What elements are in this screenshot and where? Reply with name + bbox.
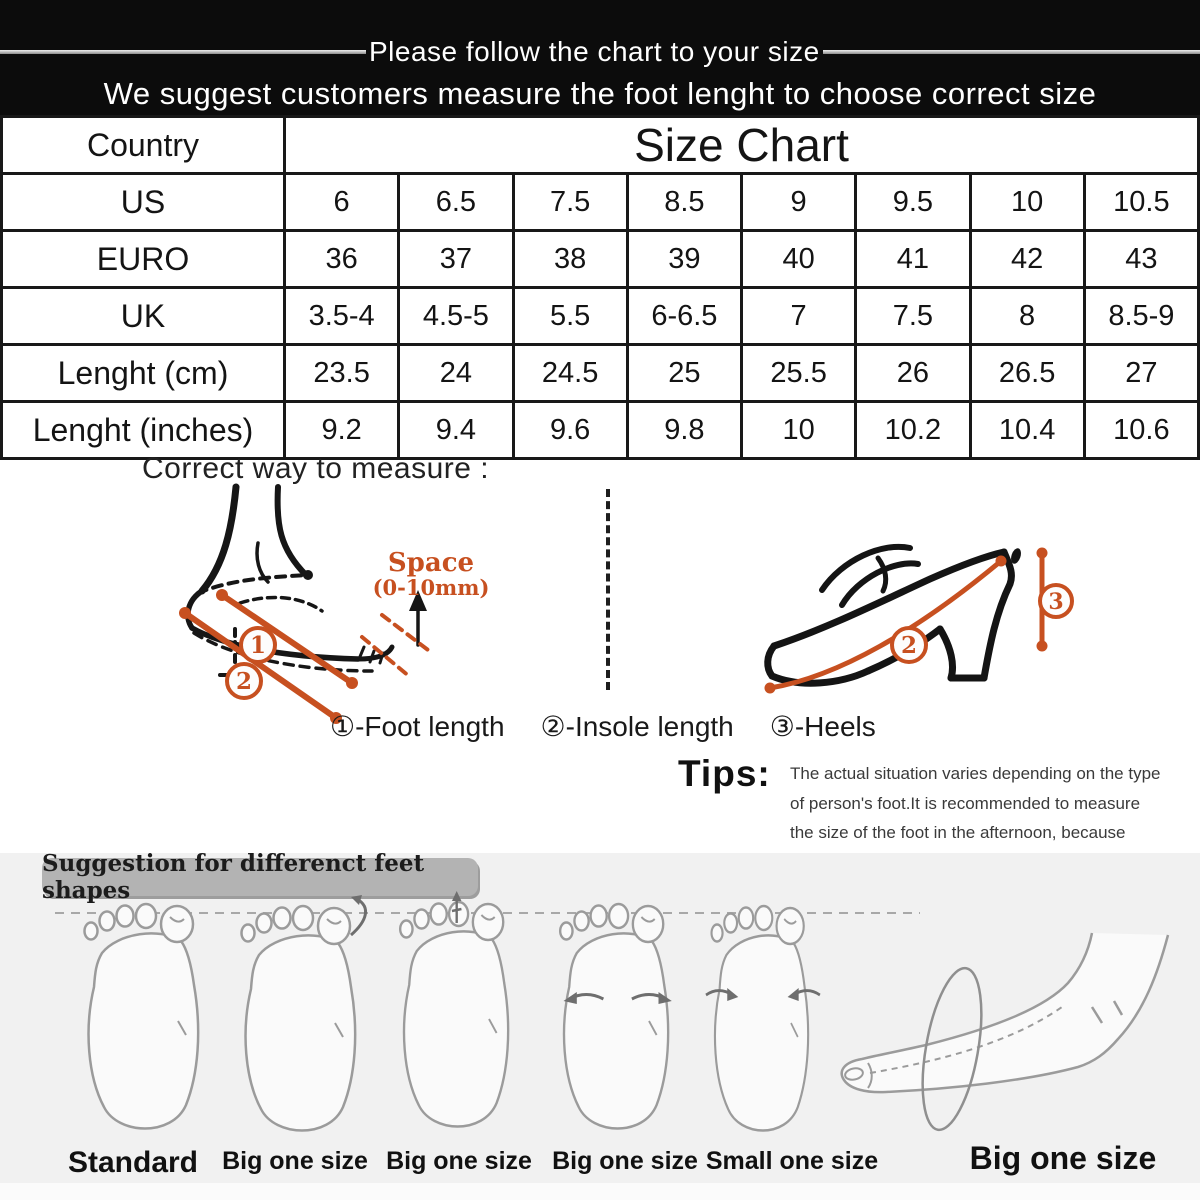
foot-shape-label: Big one size bbox=[969, 1140, 1157, 1176]
foot-shape-label: Big one size bbox=[222, 1147, 368, 1175]
size-cell: 4.5-5 bbox=[399, 288, 513, 345]
marker-1-badge bbox=[241, 628, 275, 662]
measure-section-title: Correct way to measure : bbox=[142, 452, 490, 485]
size-cell: 8.5-9 bbox=[1084, 288, 1198, 345]
foot-wide bbox=[560, 904, 672, 1129]
size-cell: 24 bbox=[399, 345, 513, 402]
measure-legend bbox=[330, 710, 876, 743]
foot-shape-label: Big one size bbox=[386, 1147, 532, 1175]
size-cell: 9.6 bbox=[513, 402, 627, 459]
size-cell: 41 bbox=[856, 231, 970, 288]
size-chart-table bbox=[0, 115, 1200, 460]
row-label: US bbox=[2, 174, 285, 231]
feet-shapes-illustration bbox=[30, 895, 1200, 1157]
foot-standard bbox=[85, 904, 199, 1129]
size-cell: 6-6.5 bbox=[627, 288, 741, 345]
size-cell: 23.5 bbox=[285, 345, 399, 402]
foot-narrow bbox=[706, 906, 820, 1131]
header-line1 bbox=[0, 34, 1200, 70]
size-cell: 3.5-4 bbox=[285, 288, 399, 345]
size-cell: 26.5 bbox=[970, 345, 1084, 402]
bottom-strip bbox=[0, 1183, 1200, 1200]
foot-measure-illustration bbox=[140, 487, 485, 727]
size-cell: 5.5 bbox=[513, 288, 627, 345]
size-cell: 39 bbox=[627, 231, 741, 288]
size-cell: 9.8 bbox=[627, 402, 741, 459]
svg-text:2: 2 bbox=[235, 668, 253, 695]
size-cell: 9.2 bbox=[285, 402, 399, 459]
suggestion-badge: Suggestion for differenct feet shapes bbox=[42, 858, 478, 896]
size-cell: 7.5 bbox=[856, 288, 970, 345]
foot-shape-label: Big one size bbox=[552, 1147, 698, 1175]
size-cell: 37 bbox=[399, 231, 513, 288]
legend-heels: ③-Heels bbox=[769, 711, 876, 742]
table-corner-label: Country bbox=[2, 117, 285, 174]
foot-shape-label: Small one size bbox=[705, 1147, 879, 1175]
size-cell: 10.6 bbox=[1084, 402, 1198, 459]
size-cell: 10.4 bbox=[970, 402, 1084, 459]
header-subtitle: We suggest customers measure the foot lenght to choose correct size bbox=[103, 76, 1097, 111]
space-range-label: (0-10mm) bbox=[372, 575, 490, 600]
size-cell: 36 bbox=[285, 231, 399, 288]
size-cell: 7 bbox=[742, 288, 856, 345]
marker-3-badge bbox=[1040, 585, 1072, 617]
size-cell: 27 bbox=[1084, 345, 1198, 402]
measure-divider bbox=[606, 489, 610, 690]
table-row-length-cm bbox=[2, 345, 1199, 402]
size-cell: 42 bbox=[970, 231, 1084, 288]
row-label: UK bbox=[2, 288, 285, 345]
tips-line: the size of the foot in the afternoon, because bbox=[790, 823, 1126, 842]
size-cell: 6.5 bbox=[399, 174, 513, 231]
row-label: EURO bbox=[2, 231, 285, 288]
size-cell: 10 bbox=[970, 174, 1084, 231]
row-label: Lenght (inches) bbox=[2, 402, 285, 459]
size-cell: 25 bbox=[627, 345, 741, 402]
legend-insole-length: ②-Insole length bbox=[540, 711, 734, 742]
svg-text:2: 2 bbox=[900, 632, 918, 659]
marker-2-badge bbox=[227, 664, 261, 698]
table-header-row bbox=[2, 117, 1199, 174]
space-label: Space bbox=[387, 548, 475, 578]
size-cell: 6 bbox=[285, 174, 399, 231]
size-cell: 9 bbox=[742, 174, 856, 231]
table-row-us bbox=[2, 174, 1199, 231]
size-cell: 9.4 bbox=[399, 402, 513, 459]
size-cell: 8 bbox=[970, 288, 1084, 345]
foot-shape-label: Standard bbox=[67, 1146, 199, 1179]
size-cell: 38 bbox=[513, 231, 627, 288]
table-row-uk bbox=[2, 288, 1199, 345]
svg-text:1: 1 bbox=[249, 632, 267, 659]
header-title: Please follow the chart to your size bbox=[369, 36, 820, 67]
size-cell: 10.2 bbox=[856, 402, 970, 459]
size-cell: 10.5 bbox=[1084, 174, 1198, 231]
svg-text:3: 3 bbox=[1048, 589, 1064, 615]
foot-side-girth bbox=[842, 933, 1168, 1134]
marker-2-badge-sandal bbox=[892, 628, 926, 662]
size-cell: 7.5 bbox=[513, 174, 627, 231]
size-cell: 10 bbox=[742, 402, 856, 459]
table-row-length-inches bbox=[2, 402, 1199, 459]
table-row-euro bbox=[2, 231, 1199, 288]
tips-line: of person's foot.It is recommended to measure bbox=[790, 793, 1141, 813]
sandal-illustration bbox=[758, 528, 1103, 708]
header-band bbox=[0, 0, 1200, 115]
size-cell: 9.5 bbox=[856, 174, 970, 231]
size-cell: 43 bbox=[1084, 231, 1198, 288]
foot-second-toe-long bbox=[400, 891, 508, 1127]
header-rule-left bbox=[0, 50, 366, 54]
table-title: Size Chart bbox=[285, 117, 1199, 174]
tips-heading: Tips: bbox=[678, 753, 771, 794]
header-rule-right bbox=[823, 50, 1200, 54]
row-label: Lenght (cm) bbox=[2, 345, 285, 402]
size-cell: 8.5 bbox=[627, 174, 741, 231]
legend-foot-length: ①-Foot length bbox=[330, 711, 505, 742]
size-cell: 40 bbox=[742, 231, 856, 288]
size-cell: 26 bbox=[856, 345, 970, 402]
tips-line: The actual situation varies depending on the type bbox=[790, 764, 1161, 783]
size-cell: 25.5 bbox=[742, 345, 856, 402]
foot-big-toe-long bbox=[242, 895, 366, 1131]
size-cell: 24.5 bbox=[513, 345, 627, 402]
